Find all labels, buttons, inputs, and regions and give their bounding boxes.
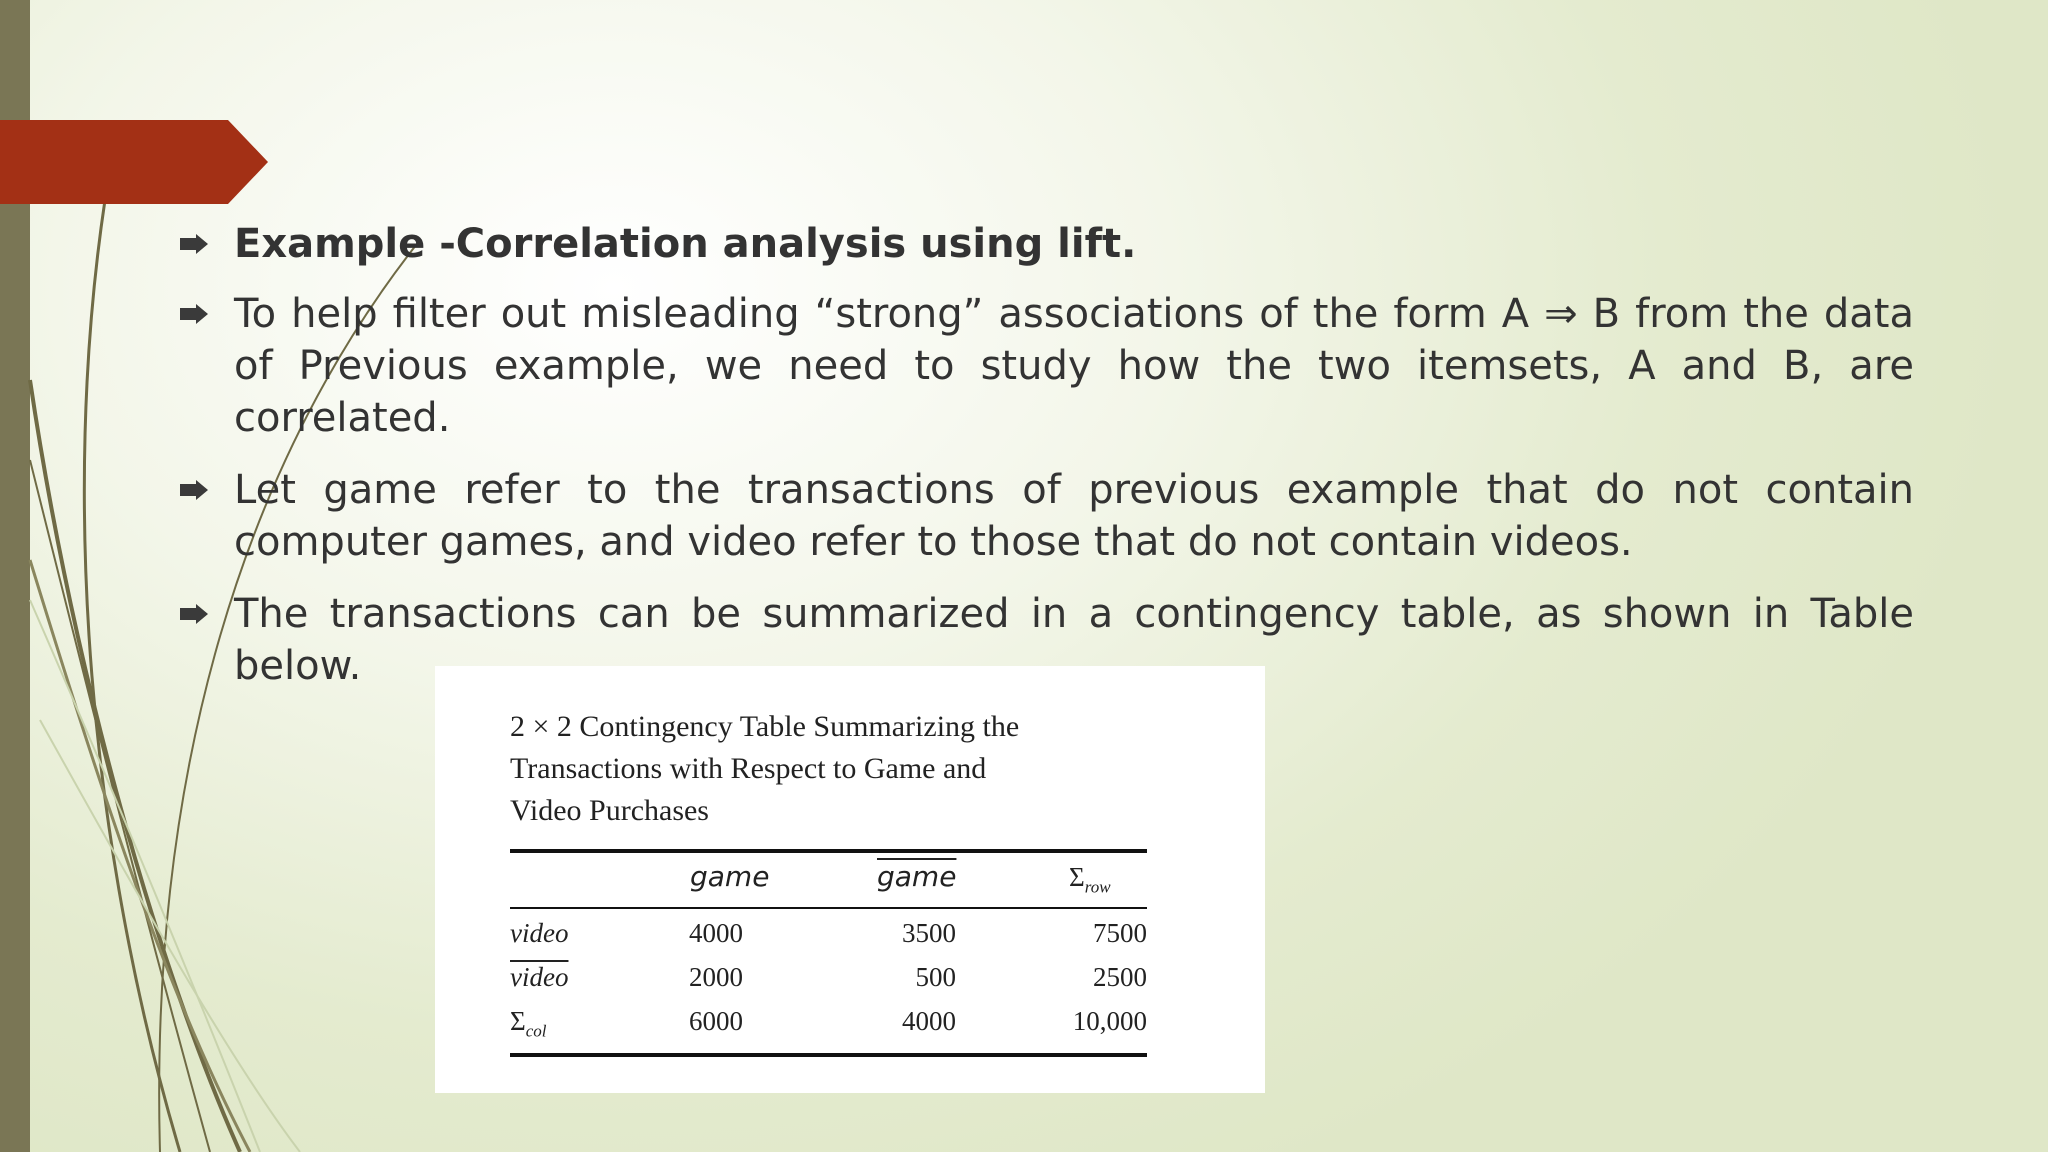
arrow-bullet-icon bbox=[180, 234, 208, 254]
bullet-text: The transactions can be summarized in a contingency table, as shown in Table below. bbox=[234, 591, 1914, 689]
sigma-symbol: Σ bbox=[1069, 862, 1085, 892]
table-cell: 2500 bbox=[1093, 962, 1147, 992]
bullet-text: Let game refer to the transactions of previous example that do not contain computer games, and video refer to those that do not contain videos. bbox=[234, 467, 1914, 565]
bullet-text: Example -Correlation analysis using lift. bbox=[234, 221, 1137, 267]
caption-line: Video Purchases bbox=[510, 794, 709, 827]
table-bottom-rule bbox=[510, 1053, 1147, 1057]
contingency-table-image bbox=[435, 666, 1265, 1093]
caption-line: Transactions with Respect to Game and bbox=[510, 752, 987, 785]
table-cell: 3500 bbox=[902, 918, 956, 948]
table-top-rule bbox=[510, 849, 1147, 853]
arrow-bullet-icon bbox=[180, 304, 208, 324]
table-cell: 4000 bbox=[689, 918, 743, 948]
table-cell: 2000 bbox=[689, 962, 743, 992]
table-caption bbox=[510, 706, 1150, 832]
arrow-bullet-icon bbox=[180, 604, 208, 624]
sigma-symbol: Σ bbox=[510, 1006, 526, 1036]
arrow-bullet-icon bbox=[180, 480, 208, 500]
bullet-item bbox=[174, 288, 1914, 444]
sigma-subscript: row bbox=[1084, 877, 1111, 897]
table-cell: 4000 bbox=[902, 1006, 956, 1036]
row-label-not-video: video bbox=[510, 962, 569, 992]
sigma-subscript: col bbox=[525, 1021, 547, 1041]
header-sigma-row bbox=[1069, 862, 1111, 902]
table-cell: 10,000 bbox=[1072, 1006, 1147, 1036]
bullet-text: To help filter out misleading “strong” associations of the form A ⇒ B from the data of Previous example, we need to study how the two itemsets, A and B, are correlated. bbox=[234, 291, 1914, 441]
table-cell: 6000 bbox=[689, 1006, 743, 1036]
bullet-item bbox=[174, 464, 1914, 568]
header-not-game: game bbox=[877, 860, 957, 893]
table-header-rule bbox=[510, 907, 1147, 909]
title-arrow-shape bbox=[0, 0, 300, 220]
table-cell: 7500 bbox=[1093, 918, 1147, 948]
header-game: game bbox=[690, 860, 770, 893]
bullet-item bbox=[174, 218, 1914, 270]
row-label-sigma-col bbox=[510, 1006, 547, 1046]
bullet-list bbox=[174, 218, 1914, 692]
row-label-video: video bbox=[510, 918, 569, 948]
table-cell: 500 bbox=[915, 962, 956, 992]
caption-line: 2 × 2 Contingency Table Summarizing the bbox=[510, 710, 1020, 743]
